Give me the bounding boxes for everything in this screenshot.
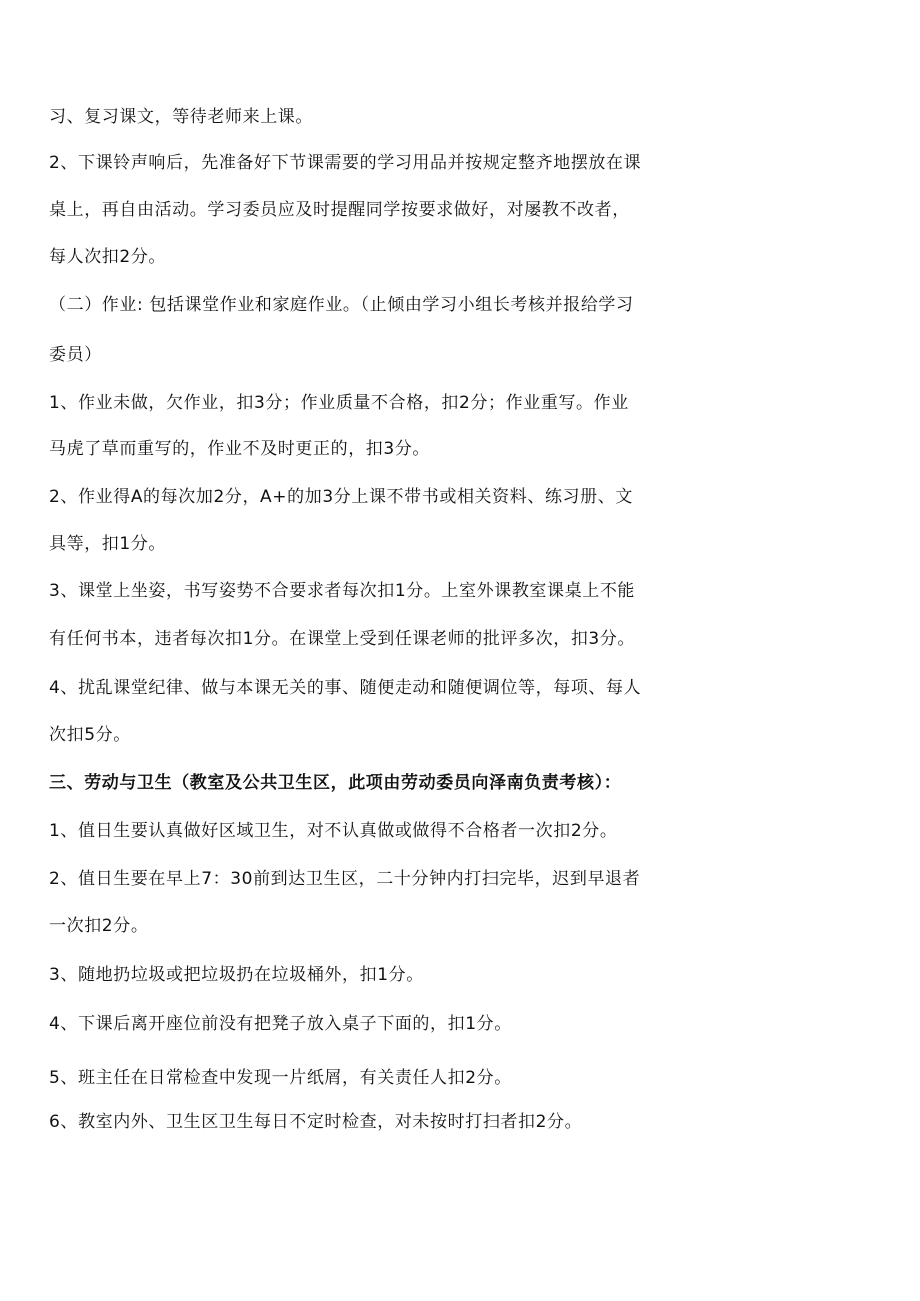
- text-line: 6、教室内外、卫生区卫生每日不定时检查，对未按时打扫者扣2分。: [49, 1112, 583, 1132]
- text-line: 3、随地扔垃圾或把垃圾扔在垃圾桶外，扣1分。: [49, 965, 424, 985]
- text-line: 1、值日生要认真做好区域卫生，对不认真做或做得不合格者一次扣2分。: [49, 821, 618, 841]
- text-line: 2、值日生要在早上7：30前到达卫生区，二十分钟内打扫完毕，迟到早退者: [49, 869, 641, 889]
- section-heading: 三、劳动与卫生（教室及公共卫生区，此项由劳动委员向泽南负责考核）：: [49, 773, 622, 793]
- text-line: 5、班主任在日常检查中发现一片纸屑，有关责任人扣2分。: [49, 1068, 512, 1088]
- text-line: 次扣5分。: [49, 725, 131, 745]
- text-line: 桌上，再自由活动。学习委员应及时提醒同学按要求做好，对屡教不改者，: [49, 200, 630, 220]
- text-line: 马虎了草而重写的，作业不及时更正的，扣3分。: [49, 439, 431, 459]
- text-line: 一次扣2分。: [49, 916, 149, 936]
- text-line: 委员）: [49, 345, 102, 365]
- text-line: 每人次扣2分。: [49, 247, 167, 267]
- text-line: （二）作业: 包括课堂作业和家庭作业。（止倾由学习小组长考核并报给学习: [49, 295, 634, 315]
- text-line: 1、作业未做，欠作业，扣3分；作业质量不合格，扣2分；作业重写。作业: [49, 393, 629, 413]
- text-line: 具等，扣1分。: [49, 534, 167, 554]
- text-line: 3、课堂上坐姿，书写姿势不合要求者每次扣1分。上室外课教室课桌上不能: [49, 581, 636, 601]
- text-line: 4、下课后离开座位前没有把凳子放入桌子下面的，扣1分。: [49, 1014, 512, 1034]
- text-line: 习、复习课文，等待老师来上课。: [49, 107, 313, 127]
- text-line: 有任何书本，违者每次扣1分。在课堂上受到任课老师的批评多次，扣3分。: [49, 629, 636, 649]
- text-line: 2、下课铃声响后，先准备好下节课需要的学习用品并按规定整齐地摆放在课: [49, 153, 642, 173]
- text-line: 2、作业得A的每次加2分，A+的加3分上课不带书或相关资料、练习册、文: [49, 487, 633, 507]
- text-line: 4、扰乱课堂纪律、做与本课无关的事、随便走动和随便调位等，每项、每人: [49, 678, 642, 698]
